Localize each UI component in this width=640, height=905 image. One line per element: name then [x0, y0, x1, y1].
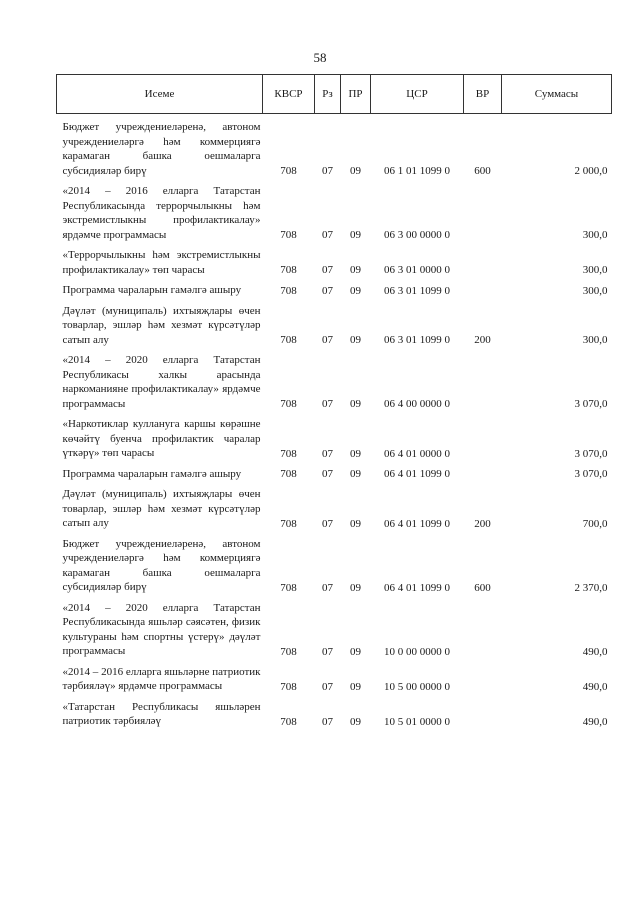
row-kvsr: 708 [280, 398, 297, 410]
row-pr: 09 [350, 715, 361, 728]
row-rz: 07 [322, 645, 333, 658]
row-sum: 2 370,0 [574, 581, 608, 594]
row-pr: 09 [350, 645, 361, 658]
row-name: Бюджет учреждениеләренә, автоном учреждениеләргә һәм коммерциягә карамаган башка оешмаларга субсидияләр бирү [62, 121, 261, 177]
row-csr: 10 0 00 0000 0 [384, 645, 450, 658]
row-vr [464, 347, 502, 411]
header-kvsr: КВСР [263, 75, 315, 114]
row-vr: 200 [474, 334, 491, 346]
row-vr [464, 242, 502, 277]
row-name: Дәүләт (муниципаль) ихтыяҗлары өчен товарлар, эшләр һәм хезмәт күрсәтүләр сатып алу [62, 304, 261, 346]
row-rz: 07 [322, 468, 333, 480]
row-csr: 10 5 01 0000 0 [384, 715, 450, 728]
row-sum: 2 000,0 [574, 165, 608, 177]
table-row [57, 411, 612, 461]
row-rz: 07 [322, 264, 333, 276]
row-rz: 07 [322, 229, 333, 241]
row-name: «Наркотиклар куллануга каршы көрәшне көчәйтү буенча профилактик чаралар үткәрү» төп чарасы [62, 418, 261, 459]
row-name: Программа чараларын гамәлгә ашыру [62, 467, 242, 480]
table-row [57, 178, 612, 242]
row-vr [464, 277, 502, 298]
row-kvsr: 708 [280, 645, 297, 658]
row-vr [464, 461, 502, 482]
row-name: Бюджет учреждениеләренә, автоном учреждениеләргә һәм коммерциягә карамаган башка оешмаларга субсидияләр бирү [62, 537, 261, 593]
header-csr: ЦСР [371, 75, 464, 114]
row-csr: 06 3 01 0000 0 [384, 264, 450, 276]
row-vr [464, 178, 502, 242]
table-row [57, 347, 612, 411]
row-pr: 09 [350, 229, 361, 241]
table-row [57, 242, 612, 277]
table-row [57, 531, 612, 595]
row-kvsr: 708 [280, 468, 297, 480]
row-pr: 09 [350, 398, 361, 410]
row-kvsr: 708 [280, 517, 297, 530]
row-rz: 07 [322, 284, 333, 297]
row-pr: 09 [350, 447, 361, 460]
row-pr: 09 [350, 517, 361, 530]
table-header-row [57, 75, 612, 114]
row-name: «2014 – 2020 елларга Татарстан Республикасында яшьләр сәясәтен, физик культураны һәм спортны үстерү» дәүләт программасы [62, 601, 261, 657]
row-vr: 600 [474, 581, 491, 594]
row-csr: 06 4 01 1099 0 [384, 468, 450, 480]
row-rz: 07 [322, 334, 333, 346]
row-pr: 09 [350, 334, 361, 346]
row-sum: 300,0 [582, 229, 608, 241]
row-csr: 06 3 01 1099 0 [384, 334, 450, 346]
table-row [57, 277, 612, 298]
row-csr: 06 3 01 1099 0 [384, 284, 450, 297]
row-sum: 490,0 [582, 715, 608, 728]
row-name: «2014 – 2016 елларга яшьләрне патриотик тәрбияләү» ярдәмче программасы [62, 665, 261, 692]
row-name: «Террорчылыкны һәм экстремистлыкны профилактикалау» төп чарасы [62, 249, 261, 276]
row-kvsr: 708 [280, 229, 297, 241]
row-kvsr: 708 [280, 680, 297, 693]
table-row [57, 595, 612, 659]
table-row [57, 481, 612, 531]
row-kvsr: 708 [280, 581, 297, 594]
header-name: Исеме [57, 75, 263, 114]
row-vr: 200 [474, 517, 491, 530]
row-rz: 07 [322, 680, 333, 693]
row-kvsr: 708 [280, 447, 297, 460]
row-pr: 09 [350, 165, 361, 177]
row-name: «2014 – 2020 елларга Татарстан Республикасы халкы арасында наркоманияне профилактикалау» ярдәмче программасы [62, 354, 261, 410]
table-row [57, 694, 612, 729]
row-sum: 300,0 [582, 284, 608, 297]
row-vr [464, 595, 502, 659]
header-pr: ПР [341, 75, 371, 114]
row-kvsr: 708 [280, 264, 297, 276]
row-sum: 490,0 [582, 645, 608, 658]
row-rz: 07 [322, 165, 333, 177]
row-pr: 09 [350, 581, 361, 594]
row-pr: 09 [350, 680, 361, 693]
row-csr: 06 4 01 0000 0 [384, 447, 450, 460]
row-sum: 300,0 [582, 334, 608, 346]
table-row [57, 114, 612, 179]
row-rz: 07 [322, 715, 333, 728]
row-csr: 06 1 01 1099 0 [384, 165, 450, 177]
row-vr: 600 [474, 165, 491, 177]
row-pr: 09 [350, 264, 361, 276]
row-sum: 3 070,0 [574, 468, 608, 480]
row-csr: 06 3 00 0000 0 [384, 229, 450, 241]
header-rz: Рз [315, 75, 341, 114]
budget-table [56, 74, 612, 729]
row-vr [464, 694, 502, 729]
row-sum: 490,0 [582, 680, 608, 693]
table-row [57, 298, 612, 348]
row-name: Дәүләт (муниципаль) ихтыяҗлары өчен товарлар, эшләр һәм хезмәт күрсәтүләр сатып алу [62, 488, 261, 529]
row-kvsr: 708 [280, 334, 297, 346]
row-name: «Татарстан Республикасы яшьләрен патриотик тәрбияләү [62, 700, 261, 727]
row-csr: 06 4 00 0000 0 [384, 398, 450, 410]
row-sum: 3 070,0 [574, 447, 608, 460]
row-name: Программа чараларын гамәлгә ашыру [62, 284, 242, 296]
row-rz: 07 [322, 581, 333, 594]
row-rz: 07 [322, 398, 333, 410]
row-vr [464, 411, 502, 461]
header-sum: Суммасы [502, 75, 612, 114]
row-kvsr: 708 [280, 284, 297, 297]
table-row [57, 659, 612, 694]
row-sum: 3 070,0 [574, 398, 608, 410]
row-csr: 06 4 01 1099 0 [384, 581, 450, 594]
row-vr [464, 659, 502, 694]
row-csr: 10 5 00 0000 0 [384, 680, 450, 693]
row-kvsr: 708 [280, 165, 297, 177]
row-rz: 07 [322, 517, 333, 530]
row-name: «2014 – 2016 елларга Татарстан Республикасында террорчылыкны һәм экстремистлыкны профилактикалау» ярдәмче программасы [62, 185, 261, 241]
header-vr: ВР [464, 75, 502, 114]
row-csr: 06 4 01 1099 0 [384, 517, 450, 530]
row-sum: 300,0 [582, 264, 608, 276]
row-kvsr: 708 [280, 715, 297, 728]
table-row [57, 461, 612, 482]
row-sum: 700,0 [582, 517, 608, 530]
row-pr: 09 [350, 468, 361, 480]
page-number: 58 [313, 50, 327, 65]
row-pr: 09 [350, 284, 361, 297]
row-rz: 07 [322, 447, 333, 460]
